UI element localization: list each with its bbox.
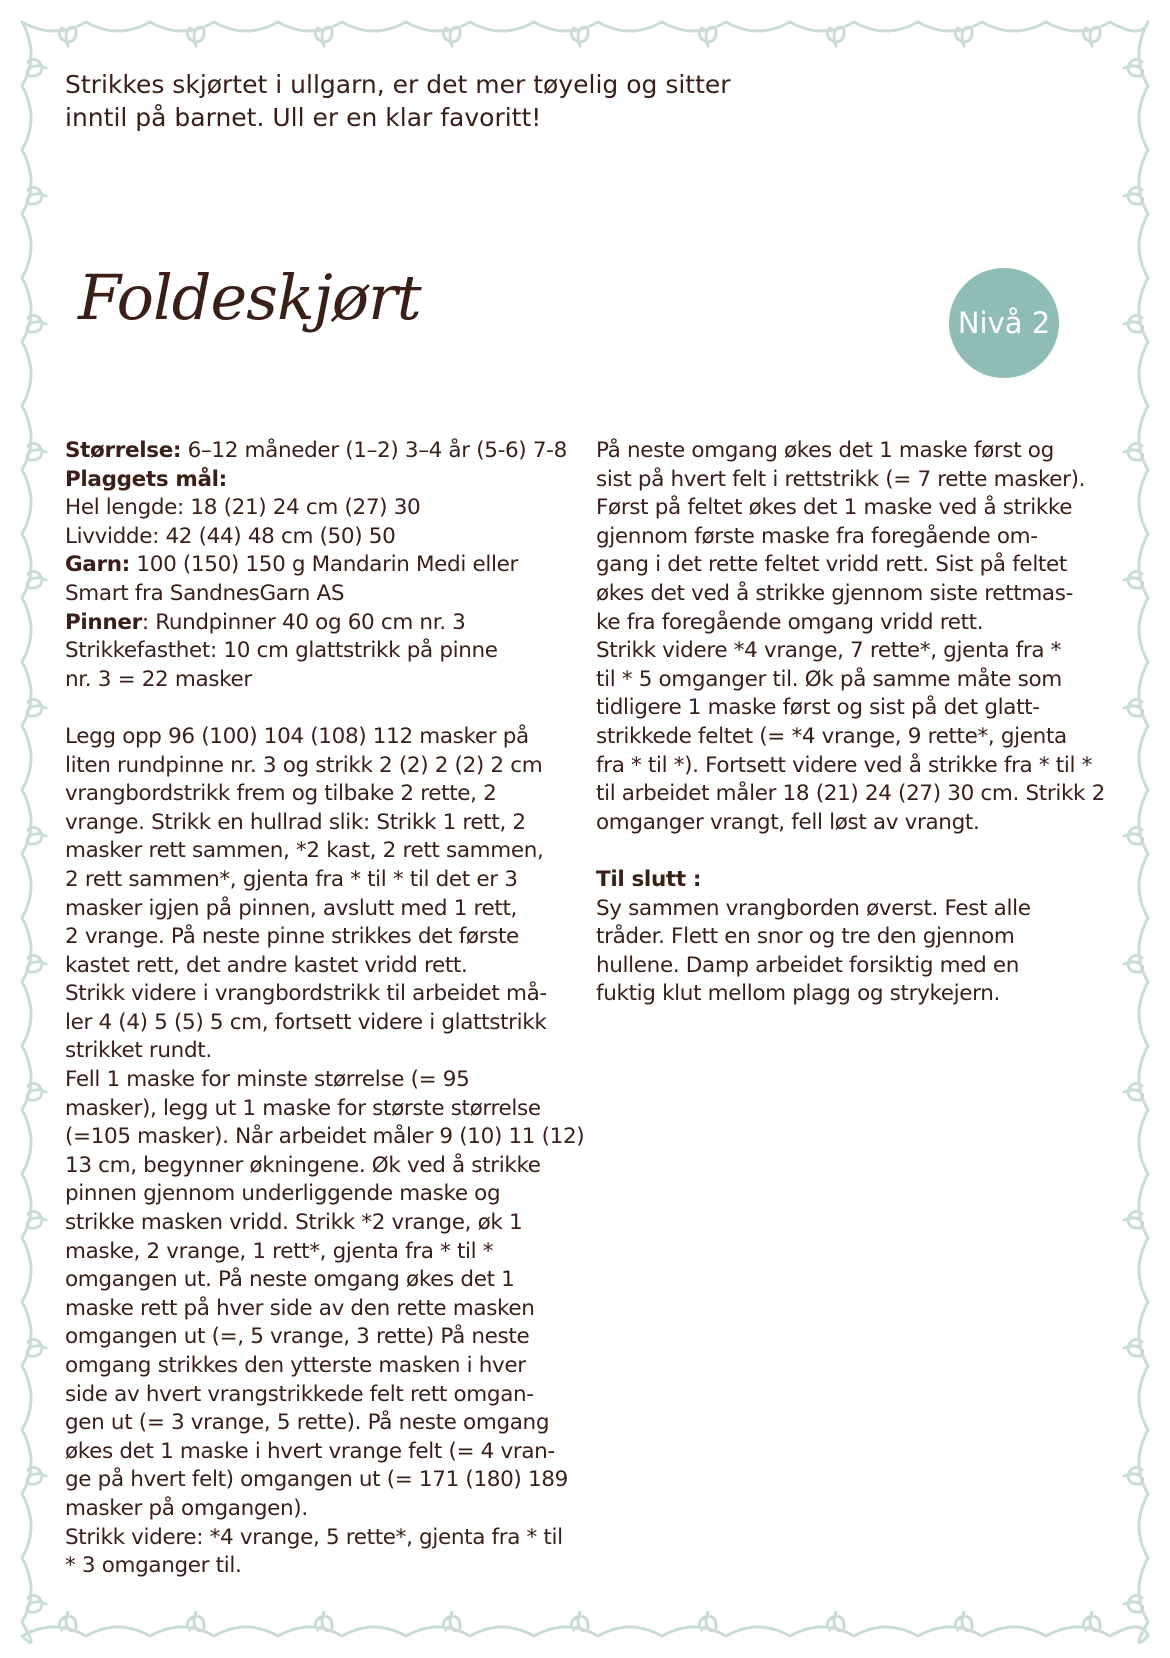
finish-heading-text: Til slutt :: [596, 866, 702, 892]
yarn-spec-cont: Smart fra SandnesGarn AS: [65, 580, 345, 606]
instruction-line: 2 vrange. På neste pinne strikkes det første: [65, 924, 519, 950]
gauge-spec-cont: nr. 3 = 22 masker: [65, 666, 252, 692]
instruction-line: Strikk videre *4 vrange, 7 rette*, gjenta fra *: [596, 638, 1062, 664]
gauge-spec: Strikkefasthet: 10 cm glattstrikk på pinne: [65, 638, 498, 664]
instruction-line: økes det ved å strikke gjennom siste rettmas-: [596, 580, 1074, 606]
instruction-line: ge på hvert felt) omgangen ut (= 171 (180) 189: [65, 1467, 568, 1493]
instruction-line: vrange. Strikk en hullrad slik: Strikk 1 rett, 2: [65, 809, 526, 835]
instruction-line: strikket rundt.: [65, 1038, 212, 1064]
size-spec: [65, 437, 585, 466]
needles-spec: [65, 609, 585, 638]
instruction-line: strikkede feltet (= *4 vrange, 9 rette*, gjenta: [596, 723, 1067, 749]
left-column: [65, 437, 585, 1581]
measurements-heading: Plaggets mål:: [65, 466, 227, 492]
instruction-line: omganger vrangt, fell løst av vrangt.: [596, 809, 980, 835]
instruction-line: (=105 masker). Når arbeidet måler 9 (10) 11 (12): [65, 1124, 585, 1150]
instruction-line: maske, 2 vrange, 1 rett*, gjenta fra * til *: [65, 1238, 494, 1264]
instructions-body: [65, 723, 585, 1581]
right-column: [596, 437, 1116, 1009]
finish-line: hullene. Damp arbeidet forsiktig med en: [596, 952, 1020, 978]
instruction-line: gen ut (= 3 vrange, 5 rette). På neste omgang: [65, 1410, 550, 1436]
instruction-line: Fell 1 maske for minste størrelse (= 95: [65, 1067, 470, 1093]
instruction-line: Legg opp 96 (100) 104 (108) 112 masker på: [65, 723, 529, 749]
waist-spec: Livvidde: 42 (44) 48 cm (50) 50: [65, 523, 396, 549]
instruction-line: gjennom første maske fra foregående om-: [596, 523, 1038, 549]
paragraph-gap: [65, 694, 585, 723]
instruction-line: økes det 1 maske i hvert vrange felt (= 4 vran-: [65, 1438, 555, 1464]
level-badge: Nivå 2: [949, 268, 1059, 378]
needles-value: : Rundpinner 40 og 60 cm nr. 3: [141, 609, 466, 635]
instruction-line: kastet rett, det andre kastet vridd rett.: [65, 952, 468, 978]
yarn-value: 100 (150) 150 g Mandarin Medi eller: [129, 552, 518, 578]
instruction-line: 13 cm, begynner økningene. Øk ved å strikke: [65, 1152, 541, 1178]
instruction-line: ke fra foregående omgang vridd rett.: [596, 609, 984, 635]
paragraph-gap: [596, 837, 1116, 866]
length-spec: Hel lengde: 18 (21) 24 cm (27) 30: [65, 495, 421, 521]
instruction-line: vrangbordstrikk frem og tilbake 2 rette, 2: [65, 781, 497, 807]
instruction-line: maske rett på hver side av den rette masken: [65, 1295, 535, 1321]
instruction-line: * 3 omganger til.: [65, 1553, 242, 1579]
intro-line: Strikkes skjørtet i ullgarn, er det mer tøyelig og sitter: [65, 70, 731, 99]
intro-line: inntil på barnet. Ull er en klar favoritt!: [65, 103, 542, 132]
finish-line: fuktig klut mellom plagg og strykejern.: [596, 981, 1001, 1007]
instruction-line: side av hvert vrangstrikkede felt rett omgan-: [65, 1381, 534, 1407]
yarn-spec: [65, 551, 585, 580]
instructions-body-cont: [596, 437, 1116, 837]
instruction-line: omgang strikkes den ytterste masken i hver: [65, 1353, 526, 1378]
instruction-line: masker på omgangen).: [65, 1495, 308, 1521]
instruction-line: til * 5 omganger til. Øk på samme måte som: [596, 666, 1062, 692]
instruction-line: Først på feltet økes det 1 maske ved å strikke: [596, 495, 1073, 521]
instruction-line: fra * til *). Fortsett videre ved å strikke fra * til *: [596, 752, 1092, 778]
instruction-line: På neste omgang økes det 1 maske først og: [596, 438, 1054, 463]
instruction-line: pinnen gjennom underliggende maske og: [65, 1181, 501, 1207]
instruction-line: 2 rett sammen*, gjenta fra * til * til det er 3: [65, 866, 518, 892]
instruction-line: masker rett sammen, *2 kast, 2 rett sammen,: [65, 838, 544, 864]
pattern-title: Foldeskjørt: [78, 261, 421, 334]
instruction-line: sist på hvert felt i rettstrikk (= 7 rette masker).: [596, 466, 1086, 492]
yarn-label: Garn:: [65, 552, 130, 578]
instruction-line: liten rundpinne nr. 3 og strikk 2 (2) 2 (2) 2 cm: [65, 752, 543, 778]
finish-heading: [596, 866, 1116, 895]
instruction-line: omgangen ut. På neste omgang økes det 1: [65, 1267, 515, 1293]
finish-line: Sy sammen vrangborden øverst. Fest alle: [596, 895, 1031, 921]
intro-text: [65, 68, 785, 134]
instruction-line: gang i det rette feltet vridd rett. Sist på feltet: [596, 552, 1067, 578]
finish-line: tråder. Flett en snor og tre den gjennom: [596, 924, 1015, 950]
size-value: 6–12 måneder (1–2) 3–4 år (5-6) 7-8: [181, 438, 567, 463]
instruction-line: ler 4 (4) 5 (5) 5 cm, fortsett videre i glattstrikk: [65, 1009, 547, 1035]
instruction-line: til arbeidet måler 18 (21) 24 (27) 30 cm. Strikk 2: [596, 781, 1105, 807]
instruction-line: tidligere 1 maske først og sist på det glatt-: [596, 695, 1040, 721]
instruction-line: strikke masken vridd. Strikk *2 vrange, øk 1: [65, 1210, 523, 1236]
instruction-line: masker igjen på pinnen, avslutt med 1 rett,: [65, 895, 518, 921]
needles-label: Pinner: [65, 609, 142, 635]
size-label: Størrelse:: [65, 438, 182, 463]
finish-body: [596, 895, 1116, 1009]
instruction-line: Strikk videre i vrangbordstrikk til arbeidet må-: [65, 981, 547, 1007]
instruction-line: Strikk videre: *4 vrange, 5 rette*, gjenta fra * til: [65, 1524, 563, 1550]
instruction-line: omgangen ut (=, 5 vrange, 3 rette) På neste: [65, 1324, 530, 1350]
measurements-label: [65, 466, 585, 495]
instruction-line: masker), legg ut 1 maske for største størrelse: [65, 1095, 541, 1121]
